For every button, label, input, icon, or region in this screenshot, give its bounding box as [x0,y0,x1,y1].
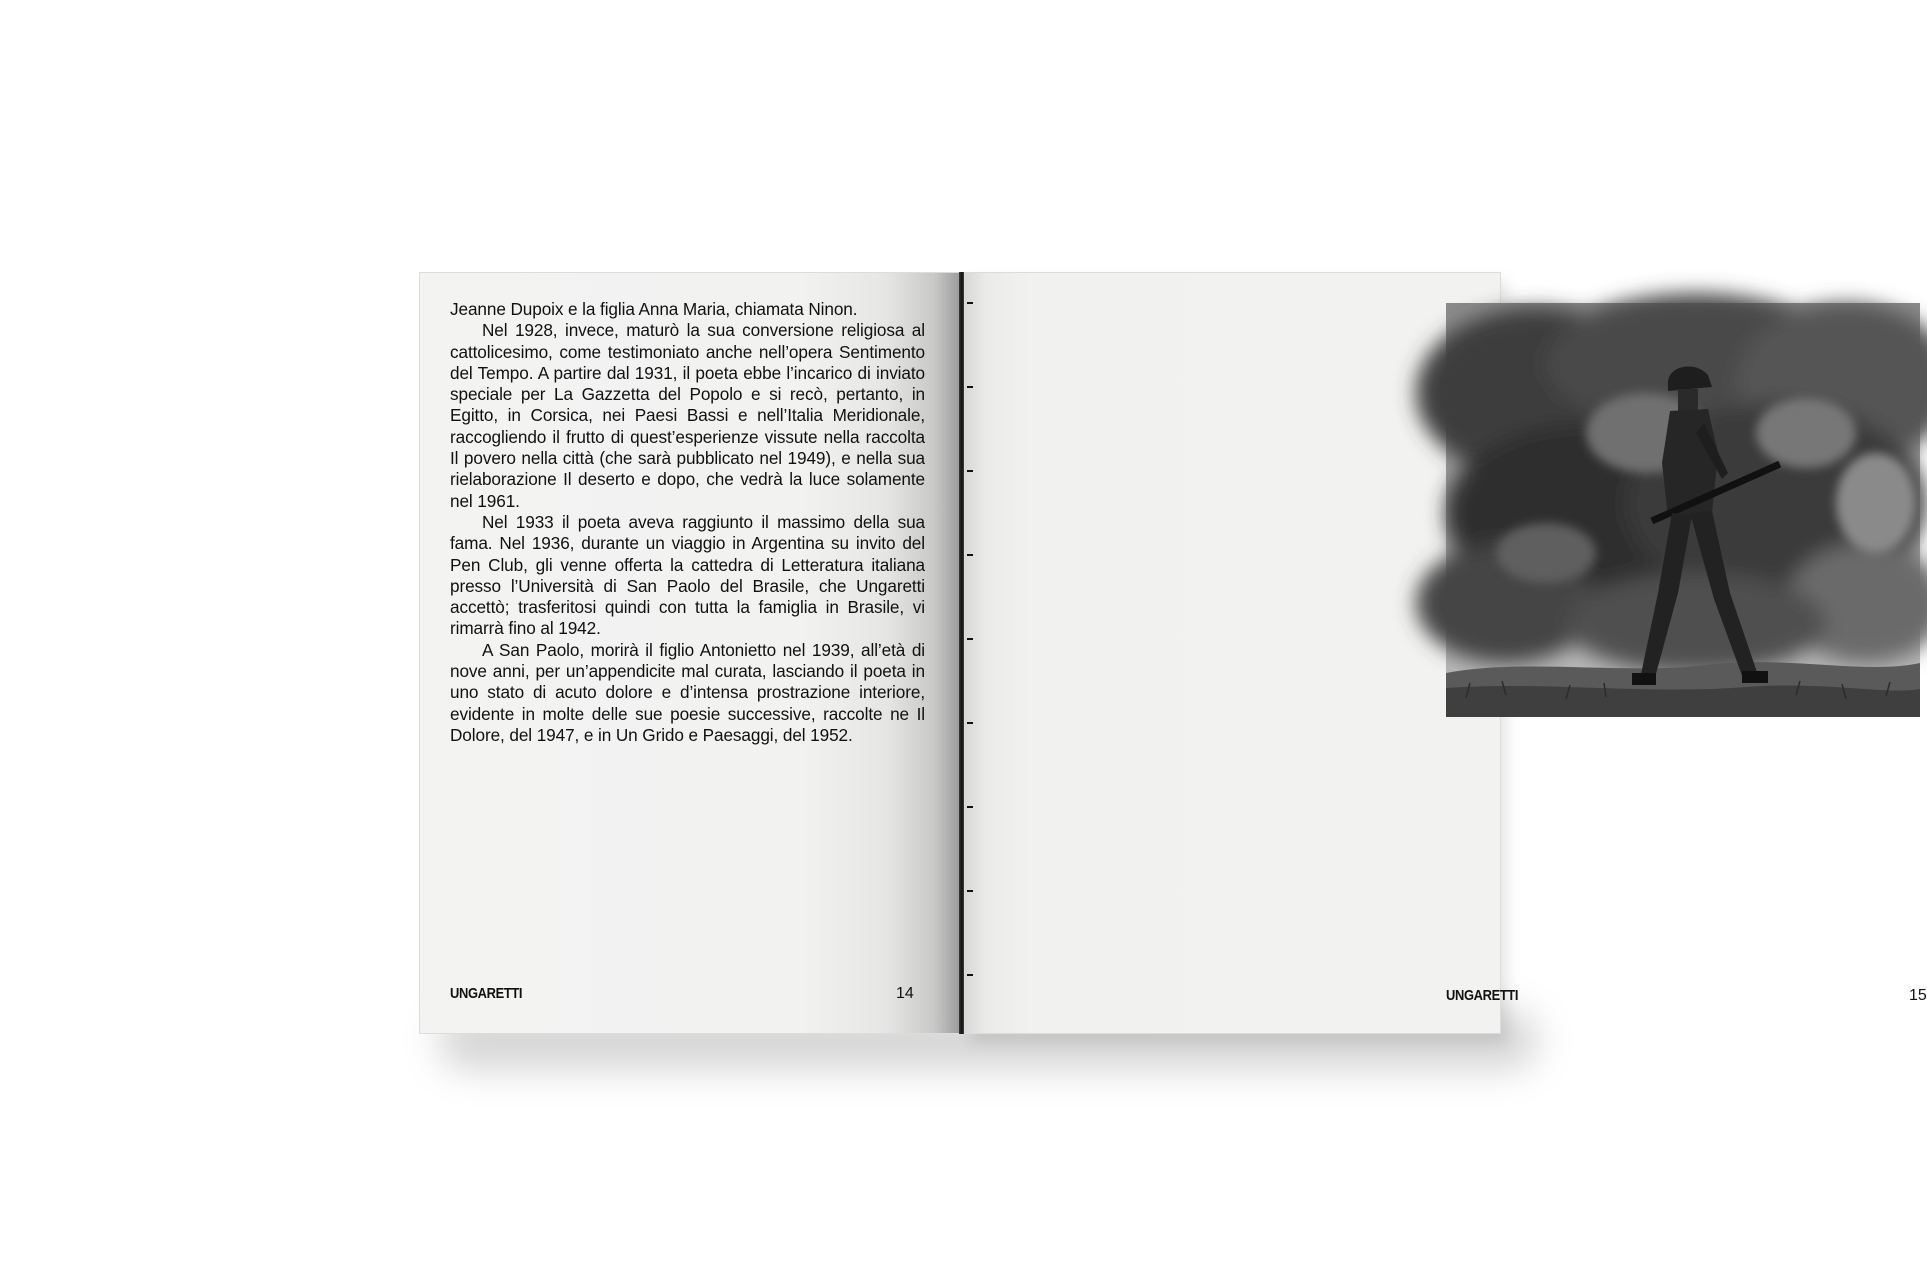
edge-tick [967,302,973,304]
right-running-title: UNGARETTI [1446,987,1519,1004]
edge-tick [967,386,973,388]
paragraph-2: Nel 1928, invece, maturò la sua conversione religiosa al cattolicesimo, come testimoniato anche nell’opera Sentimento del Tempo. A partire dal 1931, il poeta ebbe l’incarico di inviato speciale per La Gazzetta del Popolo e si recò, pertanto, in Egitto, in Corsica, nei Paesi Bassi e nell’Italia Meridionale, raccogliendo il frutto di quest’esperienze vissute nella raccolta Il povero nella città (che sarà pubblicato nel 1949), e nella sua rielaborazione Il deserto e dopo, che vedrà la luce solamente nel 1961. [450,320,925,511]
left-running-title: UNGARETTI [450,985,523,1002]
edge-tick [967,638,973,640]
paragraph-3: Nel 1933 il poeta aveva raggiunto il massimo della sua fama. Nel 1936, durante un viaggio in Argentina su invito del Pen Club, gli venne offerta la cattedra di Letteratura italiana presso l’Università di San Paolo del Brasile, che Ungaretti accettò; trasferitosi quindi con tutta la famiglia in Brasile, vi rimarrà fino al 1942. [450,511,925,639]
left-page-number: 14 [896,985,914,1002]
edge-tick [967,554,973,556]
soldier-smoke-photo [1446,303,1920,717]
paragraph-4: A San Paolo, morirà il figlio Antonietto nel 1939, all’età di nove anni, per un’appendicite mal curata, lasciando il poeta in uno stato di acuto dolore e d’intensa prostrazione interiore, evidente in molte delle sue poesie successive, raccolte ne Il Dolore, del 1947, e in Un Grido e Paesaggi, del 1952. [450,639,925,745]
edge-tick [967,806,973,808]
edge-tick [967,890,973,892]
edge-tick [967,974,973,976]
photo-illustration [1446,303,1920,717]
page-edge-ticks [967,302,975,1002]
left-page [419,272,962,1034]
right-page [964,272,1927,1034]
right-page-number: 15 [1909,987,1927,1004]
body-text [450,299,925,746]
book-spread [419,272,1927,1034]
edge-tick [967,722,973,724]
paragraph-1: Jeanne Dupoix e la figlia Anna Maria, chiamata Ninon. [450,299,858,319]
edge-tick [967,470,973,472]
